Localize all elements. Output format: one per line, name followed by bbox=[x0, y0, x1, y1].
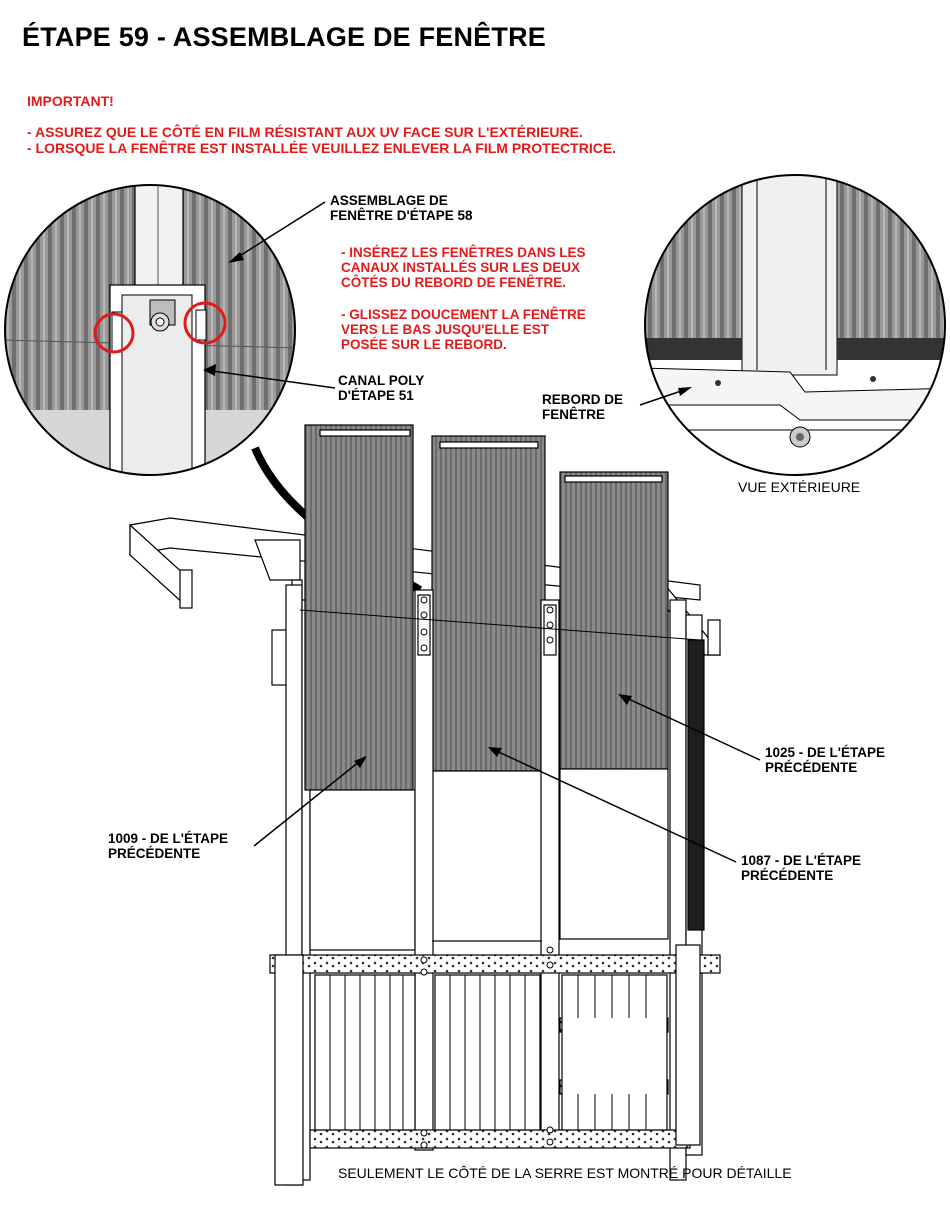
right-detail-circle bbox=[640, 170, 950, 490]
label-part-1025 bbox=[765, 745, 885, 775]
label-window-assembly-line-1: ASSEMBLAGE DE bbox=[330, 193, 448, 208]
instruction-insert-line-3: CÔTÉS DU REBORD DE FENÊTRE. bbox=[341, 275, 567, 290]
label-window-sill-line-1: REBORD DE bbox=[542, 392, 624, 407]
label-poly-channel-line-1: CANAL POLY bbox=[338, 373, 425, 388]
window-panel-1025 bbox=[560, 472, 668, 769]
label-poly-channel-line-2: D'ÉTAPE 51 bbox=[338, 388, 414, 403]
label-window-sill-line-2: FENÊTRE bbox=[542, 407, 606, 422]
important-line-2: - LORSQUE LA FENÊTRE EST INSTALLÉE VEUILLEZ ENLEVER LA FILM PROTECTRICE. bbox=[27, 140, 617, 156]
caption-exterior-view: VUE EXTÉRIEURE bbox=[738, 479, 861, 495]
page-title: ÉTAPE 59 - ASSEMBLAGE DE FENÊTRE bbox=[22, 22, 546, 52]
important-heading: IMPORTANT! bbox=[27, 93, 114, 109]
window-panel-1087 bbox=[432, 436, 545, 771]
label-part-1087-line-2: PRÉCÉDENTE bbox=[741, 868, 834, 883]
main-assembly bbox=[130, 425, 720, 1185]
label-part-1087 bbox=[741, 853, 861, 883]
window-panel-1009 bbox=[305, 425, 413, 790]
footer-note: SEULEMENT LE CÔTÉ DE LA SERRE EST MONTRÉ POUR DÉTAILLE bbox=[338, 1165, 792, 1181]
label-window-sill bbox=[542, 392, 623, 422]
label-part-1009-line-2: PRÉCÉDENTE bbox=[108, 846, 201, 861]
label-window-assembly bbox=[330, 193, 473, 223]
instruction-slide-line-3: POSÉE SUR LE REBORD. bbox=[341, 337, 507, 352]
instruction-insert-line-1: - INSÉREZ LES FENÊTRES DANS LES bbox=[341, 245, 586, 260]
label-part-1025-line-1: 1025 - DE L'ÉTAPE bbox=[765, 745, 885, 760]
label-part-1009-line-1: 1009 - DE L'ÉTAPE bbox=[108, 831, 228, 846]
label-window-assembly-line-2: FENÊTRE D'ÉTAPE 58 bbox=[330, 208, 473, 223]
instruction-slide bbox=[341, 307, 586, 352]
instruction-insert-line-2: CANAUX INSTALLÉS SUR LES DEUX bbox=[341, 260, 581, 275]
label-part-1087-line-1: 1087 - DE L'ÉTAPE bbox=[741, 853, 861, 868]
instruction-insert bbox=[341, 245, 586, 290]
instruction-slide-line-2: VERS LE BAS JUSQU'ELLE EST bbox=[341, 322, 549, 337]
label-part-1009 bbox=[108, 831, 228, 861]
label-part-1025-line-2: PRÉCÉDENTE bbox=[765, 760, 858, 775]
label-poly-channel bbox=[338, 373, 424, 403]
instruction-slide-line-1: - GLISSEZ DOUCEMENT LA FENÊTRE bbox=[341, 307, 586, 322]
left-detail-circle bbox=[0, 180, 300, 480]
important-line-1: - ASSUREZ QUE LE CÔTÉ EN FILM RÉSISTANT AUX UV FACE SUR L'EXTÉRIEURE. bbox=[27, 124, 583, 140]
